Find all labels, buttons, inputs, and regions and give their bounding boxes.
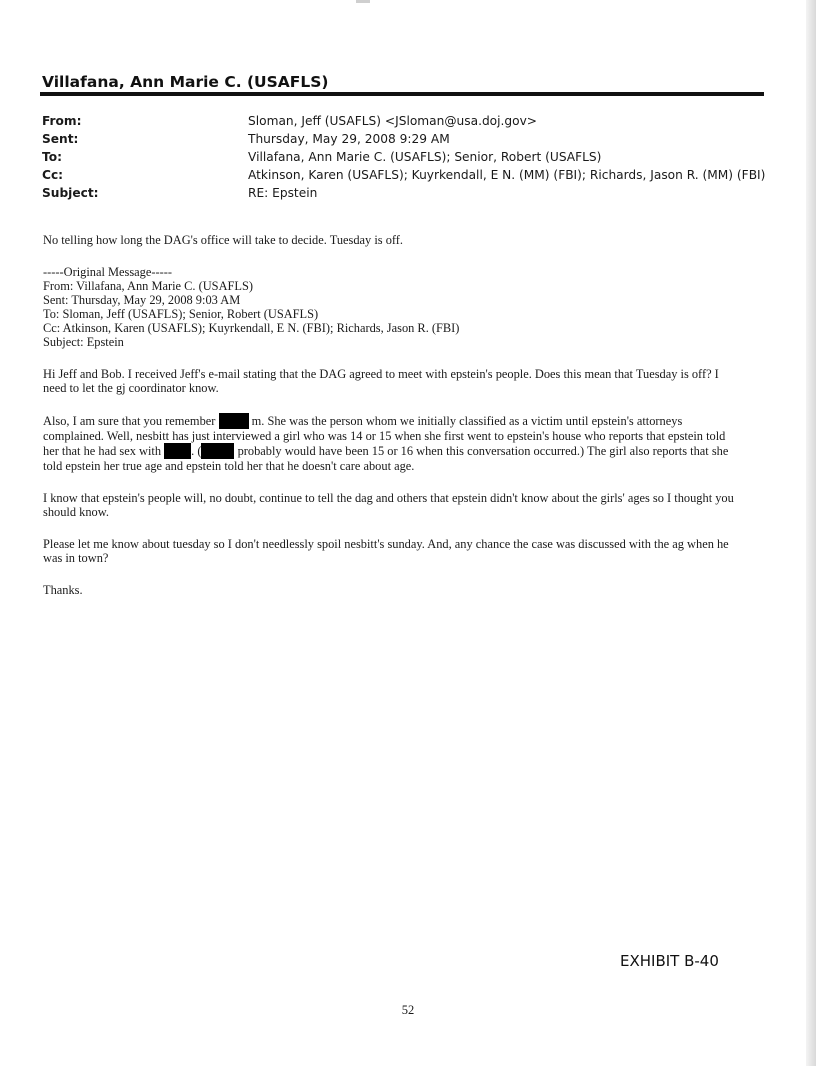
email-body — [43, 233, 743, 597]
paragraph-2-part-b: m. She was the person whom we initially classified as a victim until epstein's attorneys complained. Well, nesbitt has just interviewed a girl who was 14 or 15 when she first went to epstein's house who reports that epstein told her that he had sex with — [43, 414, 726, 458]
redaction-box — [201, 443, 234, 459]
original-cc: Cc: Atkinson, Karen (USAFLS); Kuyrkendall, E N. (FBI); Richards, Jason R. (FBI) — [43, 321, 460, 335]
mailbox-title: Villafana, Ann Marie C. (USAFLS) — [42, 73, 329, 91]
sent-label: Sent: — [42, 132, 79, 146]
cc-label: Cc: — [42, 168, 64, 182]
original-message-header — [43, 265, 743, 349]
redaction-box — [219, 413, 249, 429]
title-rule — [40, 92, 764, 96]
exhibit-label: EXHIBIT B-40 — [620, 952, 719, 970]
header-row-sent — [42, 130, 782, 148]
header-row-cc — [42, 166, 782, 184]
email-header — [42, 112, 782, 202]
from-label: From: — [42, 114, 82, 128]
paragraph-2 — [43, 413, 743, 473]
paragraph-5: Thanks. — [43, 583, 83, 597]
paragraph-2-part-a: Also, I am sure that you remember — [43, 414, 216, 428]
paragraph-2-part-c: . ( — [191, 444, 202, 458]
original-divider: -----Original Message----- — [43, 265, 173, 279]
paragraph-4: Please let me know about tuesday so I don't needlessly spoil nesbitt's sunday. And, any chance the case was discussed with the ag when he was in town? — [43, 537, 729, 565]
from-value: Sloman, Jeff (USAFLS) <JSloman@usa.doj.gov> — [248, 114, 538, 128]
reply-text: No telling how long the DAG's office will take to decide. Tuesday is off. — [43, 233, 404, 247]
redaction-box — [164, 443, 191, 459]
subject-value: RE: Epstein — [248, 186, 318, 200]
paragraph-3: I know that epstein's people will, no doubt, continue to tell the dag and others that epstein didn't know about the girls' ages so I thought you should know. — [43, 491, 734, 519]
cc-value: Atkinson, Karen (USAFLS); Kuyrkendall, E N. (MM) (FBI); Richards, Jason R. (MM) (FBI) — [248, 168, 766, 182]
sent-value: Thursday, May 29, 2008 9:29 AM — [248, 132, 450, 146]
paragraph-1: Hi Jeff and Bob. I received Jeff's e-mail stating that the DAG agreed to meet with epstein's people. Does this mean that Tuesday is off? I need to let the gj coordinator know. — [43, 367, 719, 395]
header-row-to — [42, 148, 782, 166]
to-value: Villafana, Ann Marie C. (USAFLS); Senior, Robert (USAFLS) — [248, 150, 602, 164]
page-number: 52 — [401, 1003, 415, 1017]
original-sent: Sent: Thursday, May 29, 2008 9:03 AM — [43, 293, 241, 307]
header-row-subject — [42, 184, 782, 202]
header-row-from — [42, 112, 782, 130]
original-subject: Subject: Epstein — [43, 335, 124, 349]
subject-label: Subject: — [42, 186, 99, 200]
scan-mark — [356, 0, 370, 3]
scan-edge — [806, 0, 816, 1066]
paragraph-2-part-d: probably would have been 15 or 16 when this conversation occurred.) The girl also reports that she told epstein her true age and epstein told her that he doesn't care about age. — [43, 444, 729, 473]
original-to: To: Sloman, Jeff (USAFLS); Senior, Robert (USAFLS) — [43, 307, 319, 321]
original-from: From: Villafana, Ann Marie C. (USAFLS) — [43, 279, 253, 293]
to-label: To: — [42, 150, 62, 164]
